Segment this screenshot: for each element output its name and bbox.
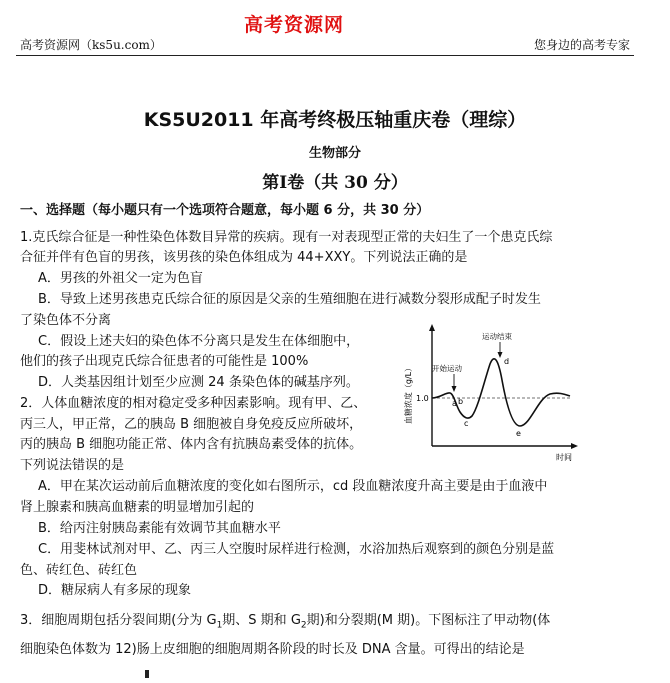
header-brand-logo: 高考资源网 <box>244 14 345 36</box>
q1-option-c-line-1: C．假设上述夫妇的染色体不分离只是发生在体细胞中， <box>38 334 360 349</box>
g1-subscript: 1 <box>216 620 223 631</box>
q2-option-a-line-1: A．甲在某次运动前后血糖浓度的变化如右图所示，cd 段血糖浓度升高主要是由于血液中 <box>38 479 548 494</box>
end-exercise-arrowhead <box>498 352 503 358</box>
g2-subscript: 2 <box>300 620 307 631</box>
q1-option-b-line-2: 了染色体不分离 <box>20 313 112 328</box>
q2-option-d: D．糖尿病人有多尿的现象 <box>38 583 192 598</box>
q1-stem-line-1: 1.克氏综合征是一种性染色体数目异常的疾病。现有一对表现型正常的夫妇生了一个患克氏综 <box>20 230 553 245</box>
q3-stem-line-2: 细胞染色体数为 12)肠上皮细胞的细胞周期各阶段的时长及 DNA 含量。可得出的结论是 <box>20 642 525 657</box>
q2-option-c-line-1: C．用斐林试剂对甲、乙、丙三人空腹时尿样进行检测，水浴加热后观察到的颜色分别是蓝 <box>38 542 555 557</box>
q1-stem-line-2: 合征并伴有色盲的男孩，该男孩的染色体组成为 44+XXY。下列说法正确的是 <box>20 250 468 265</box>
q2-stem-line-1: 2．人体血糖浓度的相对稳定受多种因素影响。现有甲、乙、 <box>20 396 367 411</box>
x-axis-label: 时间 <box>556 453 572 462</box>
y-tick-label: 1.0 <box>416 394 429 403</box>
header-divider <box>16 55 634 56</box>
q2-option-b: B．给丙注射胰岛素能有效调节其血糖水平 <box>38 521 281 536</box>
start-exercise-arrowhead <box>452 386 457 392</box>
x-axis-arrow <box>571 443 578 449</box>
q2-stem-line-4: 下列说法错误的是 <box>20 458 125 473</box>
q1-option-a: A．男孩的外祖父一定为色盲 <box>38 271 203 286</box>
part-heading: 一、选择题（每小题只有一个选项符合题意，每小题 6 分，共 30 分） <box>20 203 430 218</box>
page-header <box>0 0 670 62</box>
q2-option-c-line-2: 色、砖红色、砖红色 <box>20 563 138 578</box>
q2-option-a-line-2: 肾上腺素和胰高血糖素的明显增加引起的 <box>20 500 255 515</box>
y-axis-arrow <box>429 324 435 331</box>
y-axis-label: 血糖浓度（g/L） <box>404 363 413 425</box>
q3-stem-part-3: 期)和分裂期(M 期)。下图标注了甲动物(体 <box>306 613 551 628</box>
q2-stem-line-3: 丙的胰岛 B 细胞功能正常、体内含有抗胰岛素受体的抗体。 <box>20 437 363 452</box>
section-heading: 第Ⅰ卷（共 30 分） <box>262 173 408 193</box>
q1-option-d: D．人类基因组计划至少应测 24 条染色体的碱基序列。 <box>38 375 359 390</box>
q1-option-c-line-2: 他们的孩子出现克氏综合征患者的可能性是 100% <box>20 354 309 369</box>
point-label-b: b <box>458 397 464 406</box>
q2-stem-line-2: 丙三人，甲正常，乙的胰岛 B 细胞被自身免疫反应所破坏， <box>20 417 363 432</box>
q3-stem-part-1: 3．细胞周期包括分裂间期(分为 G <box>20 613 217 628</box>
point-label-e: e <box>516 429 521 438</box>
q3-stem-part-2: 期、S 期和 G <box>222 613 301 628</box>
point-label-a: a <box>452 399 457 408</box>
blood-glucose-chart <box>402 322 580 464</box>
exam-subtitle: 生物部分 <box>308 146 361 161</box>
q1-option-b-line-1: B．导致上述男孩患克氏综合征的原因是父亲的生殖细胞在进行减数分裂形成配子时发生 <box>38 292 541 307</box>
point-label-d: d <box>504 357 510 366</box>
page-bottom-mark <box>145 670 149 678</box>
point-label-c: c <box>464 419 469 428</box>
exam-title: KS5U2011 年高考终极压轴重庆卷（理综） <box>143 109 527 131</box>
header-source: 高考资源网（ks5u.com） <box>20 38 162 52</box>
annotation-end-exercise: 运动结束 <box>482 332 512 341</box>
q3-stem-line-1 <box>20 612 550 635</box>
header-slogan: 您身边的高考专家 <box>533 38 630 52</box>
annotation-start-exercise: 开始运动 <box>432 364 462 373</box>
